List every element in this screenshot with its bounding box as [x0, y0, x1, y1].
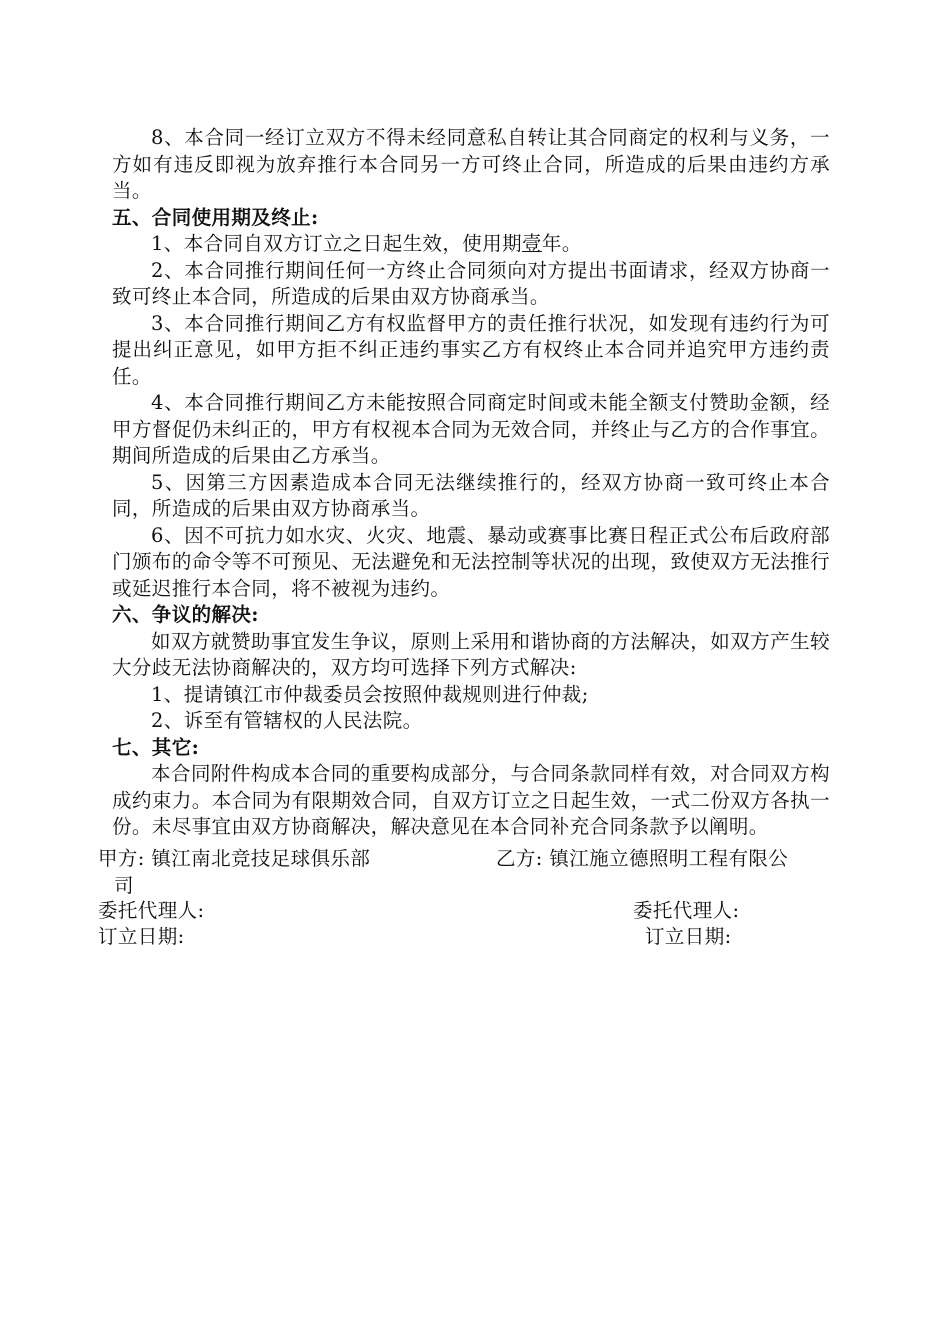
- agent-a-label: 委托代理人:: [98, 899, 205, 922]
- section-6-item-1: 1、提请镇江市仲裁委员会按照仲裁规则进行仲裁;: [151, 682, 589, 706]
- section-5-item-1: [112, 231, 830, 258]
- section-5-item-5: 5、因第三方因素造成本合同无法继续推行的，经双方协商一致可终止本合同，所造成的后果由双方协商承当。: [112, 470, 830, 520]
- section-5-item-3: 3、本合同推行期间乙方有权监督甲方的责任推行状况，如发现有违约行为可提出纠正意见，如甲方拒不纠正违约事实乙方有权终止本合同并追究甲方违约责任。: [112, 311, 830, 388]
- section-5-item-6: 6、因不可抗力如水灾、火灾、地震、暴动或赛事比赛日程正式公布后政府部门颁布的命令等不可预见、无法避免和无法控制等状况的出现，致使双方无法推行或延迟推行本合同，将不被视为违约。: [112, 523, 830, 600]
- clause-8: 8、本合同一经订立双方不得未经同意私自转让其合同商定的权利与义务，一方如有违反即视为放弃推行本合同另一方可终止合同，所造成的后果由违约方承当。: [112, 126, 830, 202]
- date-b-label: 订立日期:: [645, 925, 732, 948]
- section-5-item-1-pre: 1、本合同自双方订立之日起生效，使用期: [151, 232, 523, 255]
- party-a-line-1: 甲方: 镇江南北竞技足球俱乐部: [98, 847, 371, 870]
- section-5-heading: 五、合同使用期及终止:: [112, 205, 319, 229]
- section-6-intro: 如双方就赞助事宜发生争议，原则上采用和谐协商的方法解决，如双方产生较大分歧无法协商解决的，双方均可选择下列方式解决:: [112, 629, 830, 679]
- section-7-body: 本合同附件构成本合同的重要构成部分，与合同条款同样有效，对合同双方构成约束力。本合同为有限期效合同，自双方订立之日起生效，一式二份双方各执一份。未尽事宜由双方协商解决，解决意见在本合同补充合同条款予以阐明。: [112, 762, 830, 838]
- agent-b-label: 委托代理人:: [633, 899, 740, 922]
- section-7-heading: 七、其它:: [112, 735, 200, 759]
- party-b-signature: 乙方: 镇江施立德照明工程有限公: [496, 847, 789, 870]
- party-a-signature: [98, 846, 458, 899]
- section-5-item-2: 2、本合同推行期间任何一方终止合同须向对方提出书面请求，经双方协商一致可终止本合同，所造成的后果由双方协商承当。: [112, 258, 830, 308]
- term-value-underlined: 壹: [522, 232, 542, 255]
- contract-body: [112, 125, 830, 841]
- section-6-item-2: 2、诉至有管辖权的人民法院。: [151, 709, 423, 732]
- date-a-label: 订立日期:: [98, 925, 185, 948]
- section-5-item-1-post: 年。: [541, 232, 582, 255]
- section-5-item-4: 4、本合同推行期间乙方未能按照合同商定时间或未能全额支付赞助金额，经甲方督促仍未纠正的，甲方有权视本合同为无效合同，并终止与乙方的合作事宜。期间所造成的后果由乙方承当。: [112, 391, 830, 467]
- party-a-line-2: 司: [114, 873, 134, 897]
- section-6-heading: 六、争议的解决:: [112, 603, 259, 626]
